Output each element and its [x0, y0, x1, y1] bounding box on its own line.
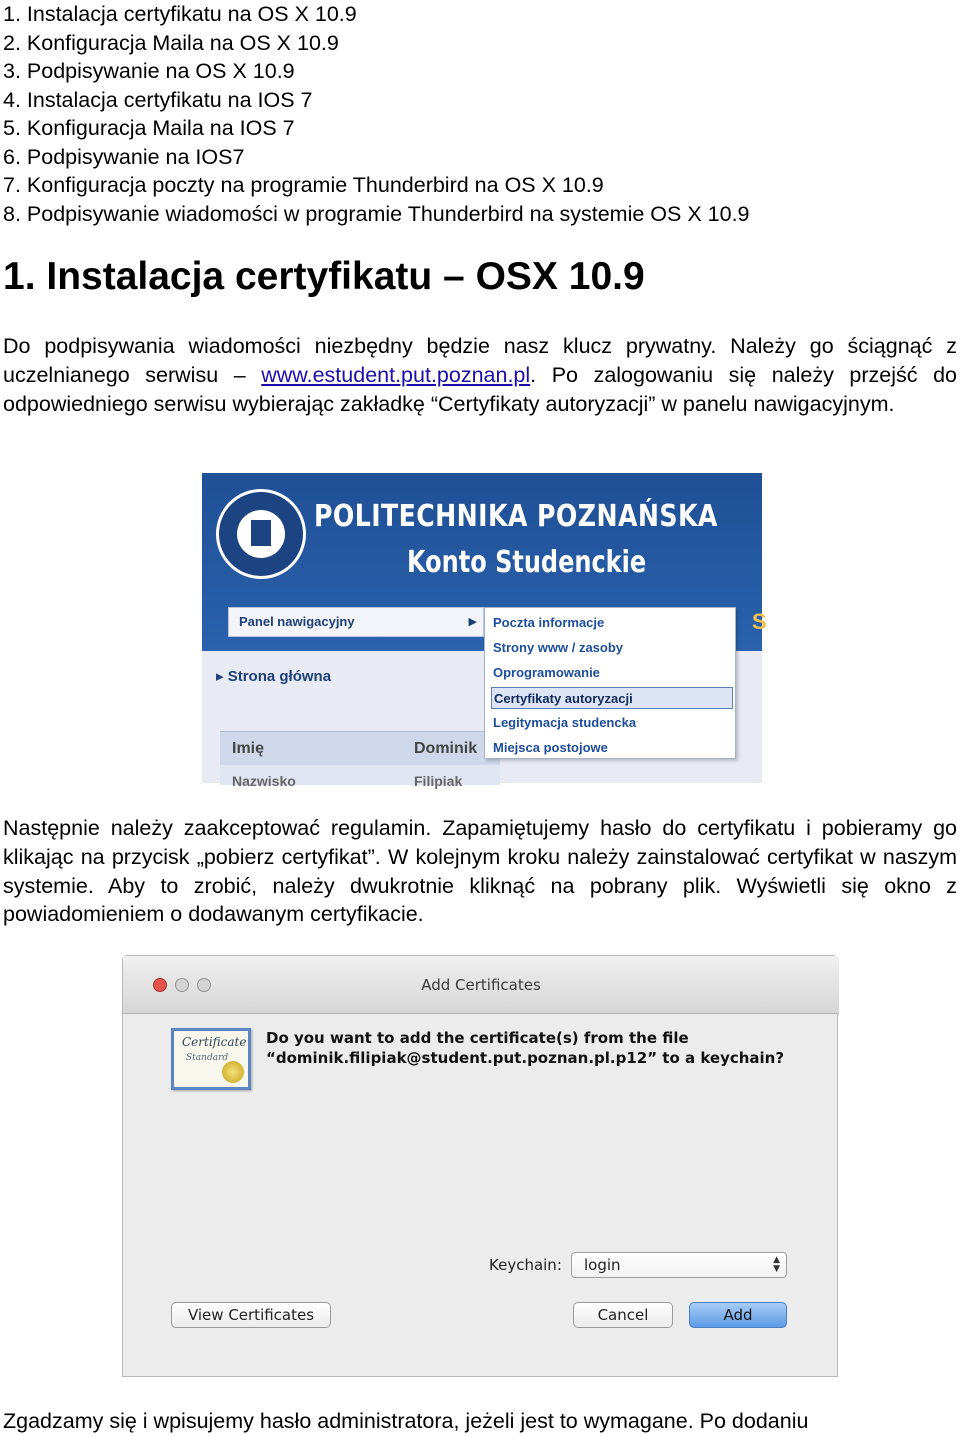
portal-screenshot: [202, 473, 767, 789]
nav-panel-label: Panel nawigacyjny: [239, 614, 355, 629]
last-name-label: Nazwisko: [232, 773, 296, 789]
home-link-label: Strona główna: [227, 668, 332, 685]
dialog-title: Add Certificates: [421, 976, 541, 994]
instructions-paragraph: Następnie należy zaakceptować regulamin. Zapamiętujemy hasło do certyfikatu i pobieramy go klikając na przycisk „pobierz certyfikat”. W kolejnym kroku należy zainstalować certyfikat w naszym systemie. Aby to zrobić, należy dwukrotnie kliknąć na pobrany plik. Wyświetli się okno z powiadomieniem o dodawanym certyfikacie.: [3, 816, 957, 927]
chevron-right-icon: ▶: [468, 616, 477, 628]
cropped-letter: S: [752, 609, 767, 634]
toc-item[interactable]: 5. Konfiguracja Maila na IOS 7: [3, 116, 295, 140]
view-certificates-button[interactable]: View Certificates: [171, 1302, 331, 1328]
toc-item[interactable]: 6. Podpisywanie na IOS7: [3, 144, 245, 169]
nav-panel-button[interactable]: [228, 607, 484, 637]
toc-item[interactable]: 1. Instalacja certyfikatu na OS X 10.9: [3, 2, 357, 26]
paragraph-text: Do podpisywania wiadomości niezbędny będzie nasz klucz prywatny. Należy go ściągnąć z uczelnianego serwisu –: [3, 334, 957, 387]
certificate-icon-title: Certificate: [182, 1035, 247, 1049]
university-logo-icon: [216, 489, 306, 579]
dialog-message-line: “dominik.filipiak@student.put.poznan.pl.p12” to a keychain?: [266, 1049, 785, 1067]
intro-paragraph: [3, 332, 957, 418]
certificate-icon-subtitle: Standard: [186, 1053, 229, 1063]
last-name-value: Filipiak: [414, 773, 463, 789]
menu-item-certyfikaty[interactable]: Certyfikaty autoryzacji: [491, 687, 733, 709]
portal-subtitle: Konto Studenckie: [407, 545, 647, 580]
portal-brand: POLITECHNIKA POZNAŃSKA: [314, 499, 718, 534]
menu-item-strony[interactable]: Strony www / zasoby: [493, 640, 624, 655]
dialog-titlebar: [123, 956, 839, 1014]
add-certificates-dialog: [122, 955, 838, 1377]
add-button[interactable]: Add: [689, 1302, 787, 1328]
nav-dropdown-menu: [484, 607, 736, 759]
menu-item-poczta[interactable]: Poczta informacje: [493, 615, 605, 630]
certificate-icon: [171, 1028, 251, 1090]
toc-item[interactable]: 2. Konfiguracja Maila na OS X 10.9: [3, 30, 339, 55]
toc-item[interactable]: 3. Podpisywanie na OS X 10.9: [3, 59, 295, 83]
menu-item-legitymacja[interactable]: Legitymacja studencka: [493, 715, 637, 730]
up-down-arrows-icon: ▲ ▼: [773, 1255, 780, 1274]
menu-item-miejsca[interactable]: Miejsca postojowe: [493, 740, 608, 755]
paragraph-text: . Po zalogowaniu się należy przejść do odpowiedniego serwisu wybierając zakładkę “Certyfikaty autoryzacji” w panelu nawigacyjnym.: [3, 362, 957, 416]
dialog-message: [266, 1028, 784, 1068]
home-link[interactable]: [216, 667, 331, 685]
cancel-button[interactable]: Cancel: [573, 1302, 673, 1328]
toc-item[interactable]: 8. Podpisywanie wiadomości w programie Thunderbird na systemie OS X 10.9: [3, 201, 750, 226]
menu-item-oprogramowanie[interactable]: Oprogramowanie: [493, 665, 600, 680]
estudent-link[interactable]: www.estudent.put.poznan.pl: [261, 362, 531, 387]
toc-item[interactable]: 7. Konfiguracja poczty na programie Thunderbird na OS X 10.9: [3, 173, 604, 197]
section-heading: 1. Instalacja certyfikatu – OSX 10.9: [3, 255, 645, 298]
keychain-value: login: [584, 1256, 621, 1274]
seal-icon: [222, 1061, 244, 1083]
first-name-value: Dominik: [414, 740, 478, 757]
toc-item[interactable]: 4. Instalacja certyfikatu na IOS 7: [3, 87, 313, 112]
keychain-select[interactable]: [571, 1252, 787, 1278]
keychain-label: Keychain:: [489, 1256, 562, 1274]
chevron-right-icon: ▸: [216, 668, 228, 685]
closing-paragraph: Zgadzamy się i wpisujemy hasło administratora, jeżeli jest to wymagane. Po dodaniu: [3, 1409, 809, 1433]
dialog-message-line: Do you want to add the certificate(s) from the file: [266, 1029, 689, 1047]
first-name-label: Imię: [232, 740, 265, 757]
table-of-contents: [3, 0, 750, 228]
